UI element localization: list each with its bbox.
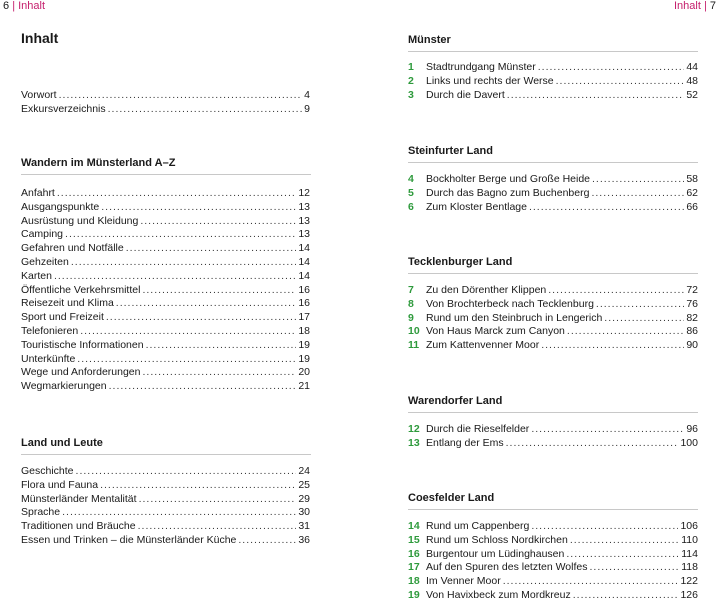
tour-number: 12 — [408, 423, 420, 435]
dot-leader — [142, 366, 296, 380]
dot-leader — [138, 520, 297, 534]
entry-page-number: 14 — [298, 242, 310, 255]
dot-leader — [59, 89, 303, 103]
entry-page-number: 29 — [298, 492, 310, 505]
tour-number: 5 — [408, 186, 414, 199]
dot-leader — [506, 437, 679, 451]
toc-entry — [21, 339, 310, 353]
dot-leader — [108, 103, 303, 117]
toc-entry — [21, 520, 310, 534]
right-section-label: Inhalt | — [673, 0, 707, 12]
dot-leader — [604, 312, 684, 326]
dot-leader — [106, 311, 296, 325]
tour-number: 3 — [408, 88, 414, 101]
tour-number: 17 — [408, 561, 420, 574]
entry-title: Wege und Anforderungen — [21, 366, 141, 379]
entry-page-number: 72 — [686, 284, 698, 296]
dot-leader — [592, 173, 684, 187]
entry-page-number: 82 — [686, 311, 698, 324]
entry-title: Reisezeit und Klima — [21, 297, 114, 310]
entry-page-number: 14 — [298, 255, 310, 268]
toc-entry — [408, 325, 698, 339]
entry-page-number: 48 — [686, 74, 698, 87]
dot-leader — [591, 187, 684, 201]
entry-title: Von Havixbeck zum Mordkreuz — [426, 588, 571, 601]
entry-title: Im Venner Moor — [426, 575, 501, 588]
entry-page-number: 52 — [686, 88, 698, 101]
toc-entry — [21, 89, 310, 103]
entry-title: Karten — [21, 269, 52, 282]
dot-leader — [507, 89, 685, 103]
entry-page-number: 126 — [680, 588, 698, 601]
toc-entry — [21, 215, 310, 229]
tour-number: 8 — [408, 297, 414, 310]
dot-leader — [596, 298, 684, 312]
entry-title: Unterkünfte — [21, 352, 76, 365]
toc-entry — [21, 366, 310, 380]
entry-page-number: 4 — [304, 89, 310, 101]
entry-title: Anfahrt — [21, 187, 55, 199]
entry-page-number: 36 — [298, 533, 310, 546]
entry-title: Exkursverzeichnis — [21, 102, 106, 115]
coesfeld-list — [408, 520, 698, 603]
entry-page-number: 24 — [298, 465, 310, 477]
section-heading-muenster: Münster — [408, 34, 698, 52]
tour-number: 1 — [408, 61, 414, 73]
dot-leader — [65, 228, 296, 242]
entry-page-number: 62 — [686, 186, 698, 199]
toc-entry — [21, 353, 310, 367]
wandern-list — [21, 187, 310, 394]
entry-page-number: 14 — [298, 269, 310, 282]
section-heading-steinfurt: Steinfurter Land — [408, 145, 698, 163]
entry-title: Burgentour um Lüdinghausen — [426, 547, 565, 560]
entry-page-number: 66 — [686, 200, 698, 213]
entry-title: Durch die Rieselfelder — [426, 423, 530, 435]
entry-page-number: 12 — [298, 187, 310, 199]
toc-entry — [21, 284, 310, 298]
toc-entry — [21, 534, 310, 548]
dot-leader — [77, 353, 296, 367]
tour-number: 4 — [408, 173, 414, 185]
entry-title: Sport und Freizeit — [21, 311, 104, 324]
dot-leader — [529, 201, 684, 215]
toc-entry — [408, 548, 698, 562]
entry-page-number: 13 — [298, 214, 310, 227]
dot-leader — [80, 325, 296, 339]
dot-leader — [76, 465, 297, 479]
toc-entry — [408, 575, 698, 589]
dot-leader — [503, 575, 679, 589]
entry-page-number: 16 — [298, 297, 310, 310]
entry-page-number: 110 — [681, 533, 698, 546]
toc-entry — [21, 380, 310, 394]
entry-title: Stadtrundgang Münster — [426, 61, 536, 73]
tour-number: 18 — [408, 575, 420, 588]
entry-title: Entlang der Ems — [426, 436, 504, 449]
toc-entry — [21, 465, 310, 479]
entry-page-number: 44 — [686, 61, 698, 73]
entry-page-number: 17 — [298, 311, 310, 324]
toc-entry — [408, 520, 698, 534]
entry-title: Touristische Informationen — [21, 338, 144, 351]
toc-entry — [21, 256, 310, 270]
entry-title: Öffentliche Verkehrsmittel — [21, 283, 141, 296]
entry-title: Zu den Dörenther Klippen — [426, 284, 547, 296]
tour-number: 15 — [408, 533, 420, 546]
toc-entry — [408, 284, 698, 298]
toc-entry — [408, 423, 698, 437]
toc-entry — [408, 437, 698, 451]
entry-title: Sprache — [21, 506, 61, 519]
entry-page-number: 118 — [681, 561, 698, 574]
entry-page-number: 58 — [686, 173, 698, 185]
entry-page-number: 122 — [680, 575, 698, 588]
dot-leader — [126, 242, 297, 256]
section-heading-wandern: Wandern im Münsterland A–Z — [21, 157, 311, 175]
tour-number: 11 — [408, 339, 420, 352]
entry-title: Ausrüstung und Kleidung — [21, 214, 139, 227]
entry-page-number: 19 — [298, 338, 310, 351]
toc-entry — [21, 325, 310, 339]
toc-entry — [408, 534, 698, 548]
tour-number: 10 — [408, 325, 420, 338]
toc-entry — [21, 228, 310, 242]
dot-leader — [54, 270, 296, 284]
entry-title: Rund um den Steinbruch in Lengerich — [426, 311, 603, 324]
entry-page-number: 86 — [686, 325, 698, 338]
left-section-label: | Inhalt — [12, 0, 46, 12]
entry-page-number: 20 — [298, 366, 310, 379]
dot-leader — [556, 75, 685, 89]
dot-leader — [238, 534, 296, 548]
entry-title: Auf den Spuren des letzten Wolfes — [426, 561, 588, 574]
dot-leader — [531, 423, 684, 437]
entry-title: Von Brochterbeck nach Tecklenburg — [426, 297, 594, 310]
entry-page-number: 31 — [298, 520, 310, 533]
dot-leader — [101, 201, 296, 215]
section-heading-coesfeld: Coesfelder Land — [408, 492, 698, 510]
toc-entry — [21, 270, 310, 284]
muenster-list — [408, 61, 698, 102]
entry-page-number: 30 — [298, 506, 310, 519]
tour-number: 16 — [408, 547, 420, 560]
dot-leader — [531, 520, 678, 534]
land-list — [21, 465, 310, 548]
tour-number: 6 — [408, 200, 414, 213]
warendorf-list — [408, 423, 698, 451]
toc-entry — [21, 506, 310, 520]
entry-page-number: 13 — [298, 200, 310, 213]
entry-title: Ausgangspunkte — [21, 200, 100, 213]
entry-title: Essen und Trinken – die Münsterländer Küche — [21, 533, 237, 546]
entry-title: Münsterländer Mentalität — [21, 492, 137, 505]
tour-number: 13 — [408, 436, 420, 449]
entry-page-number: 16 — [298, 283, 310, 296]
toc-entry — [408, 339, 698, 353]
entry-title: Gehzeiten — [21, 255, 69, 268]
entry-page-number: 76 — [686, 297, 698, 310]
entry-page-number: 25 — [298, 478, 310, 491]
dot-leader — [57, 187, 296, 201]
entry-page-number: 106 — [680, 520, 698, 532]
entry-title: Zum Kattenvenner Moor — [426, 339, 540, 352]
dot-leader — [71, 256, 296, 270]
toc-entry — [408, 75, 698, 89]
entry-page-number: 19 — [298, 352, 310, 365]
dot-leader — [139, 493, 297, 507]
tour-number: 2 — [408, 74, 414, 87]
tour-number: 19 — [408, 588, 420, 601]
entry-title: Geschichte — [21, 465, 74, 477]
entry-title: Traditionen und Bräuche — [21, 520, 136, 533]
right-page-header — [674, 0, 716, 13]
dot-leader — [140, 215, 296, 229]
toc-entry — [21, 479, 310, 493]
dot-leader — [548, 284, 684, 298]
dot-leader — [590, 561, 680, 575]
toc-entry — [408, 187, 698, 201]
dot-leader — [566, 548, 679, 562]
dot-leader — [146, 339, 297, 353]
entry-title: Durch die Davert — [426, 88, 505, 101]
dot-leader — [62, 506, 296, 520]
tour-number: 9 — [408, 311, 414, 324]
entry-page-number: 9 — [304, 102, 310, 115]
steinfurt-list — [408, 173, 698, 214]
toc-entry — [408, 312, 698, 326]
dot-leader — [567, 325, 684, 339]
toc-entry — [408, 89, 698, 103]
entry-page-number: 13 — [298, 228, 310, 241]
left-page-number: 6 — [3, 0, 10, 12]
dot-leader — [142, 284, 296, 298]
entry-title: Telefonieren — [21, 324, 79, 337]
dot-leader — [100, 479, 296, 493]
entry-title: Bockholter Berge und Große Heide — [426, 173, 591, 185]
entry-page-number: 90 — [686, 339, 698, 352]
dot-leader — [538, 61, 685, 75]
entry-title: Flora und Fauna — [21, 478, 99, 491]
toc-entry — [21, 242, 310, 256]
dot-leader — [570, 534, 679, 548]
toc-entry — [21, 201, 310, 215]
tour-number: 14 — [408, 520, 420, 532]
toc-entry — [408, 173, 698, 187]
toc-entry — [21, 297, 310, 311]
dot-leader — [109, 380, 297, 394]
toc-entry — [21, 103, 310, 117]
entry-title: Zum Kloster Bentlage — [426, 200, 527, 213]
section-heading-land: Land und Leute — [21, 437, 311, 455]
entry-page-number: 18 — [298, 324, 310, 337]
intro-list — [21, 89, 310, 117]
entry-title: Camping — [21, 228, 64, 241]
toc-entry — [408, 561, 698, 575]
entry-title: Wegmarkierungen — [21, 380, 107, 393]
toc-entry — [21, 493, 310, 507]
entry-title: Von Haus Marck zum Canyon — [426, 325, 565, 338]
entry-title: Rund um Schloss Nordkirchen — [426, 533, 568, 546]
toc-entry — [408, 298, 698, 312]
section-heading-warendorf: Warendorfer Land — [408, 395, 698, 413]
entry-page-number: 100 — [680, 436, 698, 449]
entry-title: Vorwort — [21, 89, 57, 101]
right-page-number: 7 — [709, 0, 716, 12]
toc-title: Inhalt — [21, 30, 59, 46]
toc-entry — [408, 61, 698, 75]
entry-title: Rund um Cappenberg — [426, 520, 530, 532]
entry-title: Durch das Bagno zum Buchenberg — [426, 186, 590, 199]
entry-page-number: 114 — [681, 547, 698, 560]
toc-entry — [21, 187, 310, 201]
entry-title: Gefahren und Notfälle — [21, 242, 124, 255]
entry-page-number: 21 — [298, 380, 310, 393]
toc-entry — [21, 311, 310, 325]
tour-number: 7 — [408, 284, 414, 296]
left-page-header — [3, 0, 45, 13]
entry-title: Links und rechts der Werse — [426, 74, 554, 87]
dot-leader — [116, 297, 297, 311]
tecklenburg-list — [408, 284, 698, 353]
section-heading-tecklenburg: Tecklenburger Land — [408, 256, 698, 274]
toc-entry — [408, 201, 698, 215]
dot-leader — [541, 339, 684, 353]
entry-page-number: 96 — [686, 423, 698, 435]
